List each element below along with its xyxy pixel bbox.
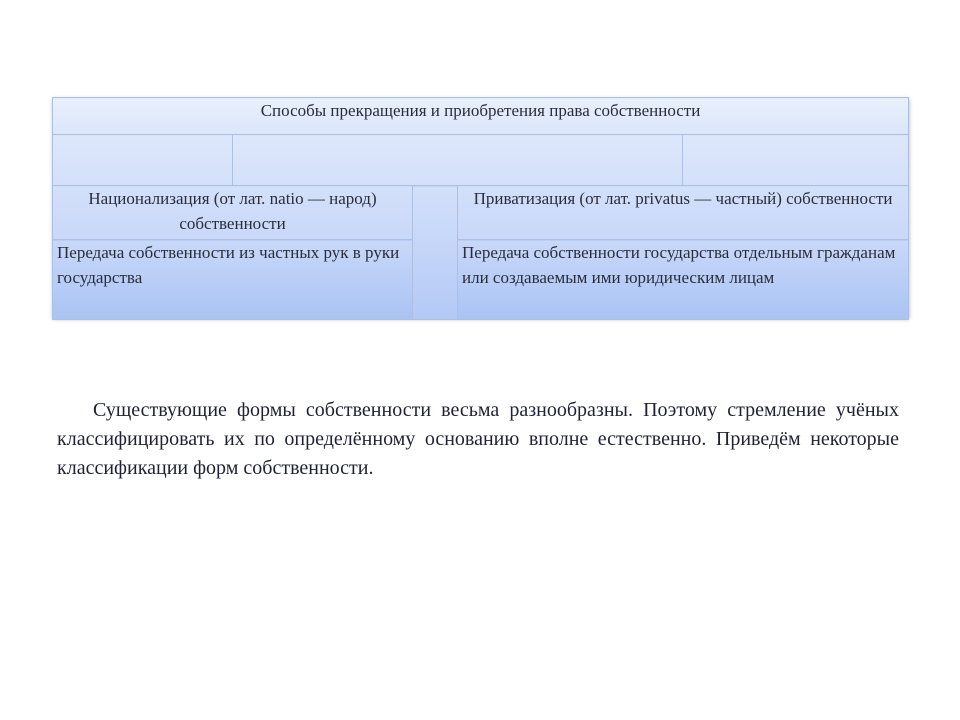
table-description-row xyxy=(53,240,909,320)
empty-cell-right xyxy=(683,135,909,186)
table-title-cell: Способы прекращения и приобретения права собственности xyxy=(53,98,909,135)
privatization-heading: Приватизация (от лат. privatus — частный) собственности xyxy=(458,186,909,240)
empty-cell-middle xyxy=(233,135,683,186)
table-heading-row xyxy=(53,186,909,240)
body-paragraph: Существующие формы собственности весьма разнообразны. Поэтому стремление учёных классифицировать их по определённому основанию вполне естественно. Приведём некоторые классификации форм собственности. xyxy=(57,399,899,479)
table-empty-row xyxy=(53,135,909,186)
ownership-methods-table xyxy=(52,97,909,320)
nationalization-description: Передача собственности из частных рук в руки государства xyxy=(53,240,413,320)
empty-cell-left xyxy=(53,135,233,186)
privatization-description: Передача собственности государства отдельным гражданам или создаваемым ими юридическим лицам xyxy=(458,240,909,320)
center-spacer-cell xyxy=(413,186,458,320)
ownership-table-container xyxy=(52,97,908,317)
nationalization-heading: Национализация (от лат. natio — народ) собственности xyxy=(53,186,413,240)
table-title-row xyxy=(53,98,909,135)
